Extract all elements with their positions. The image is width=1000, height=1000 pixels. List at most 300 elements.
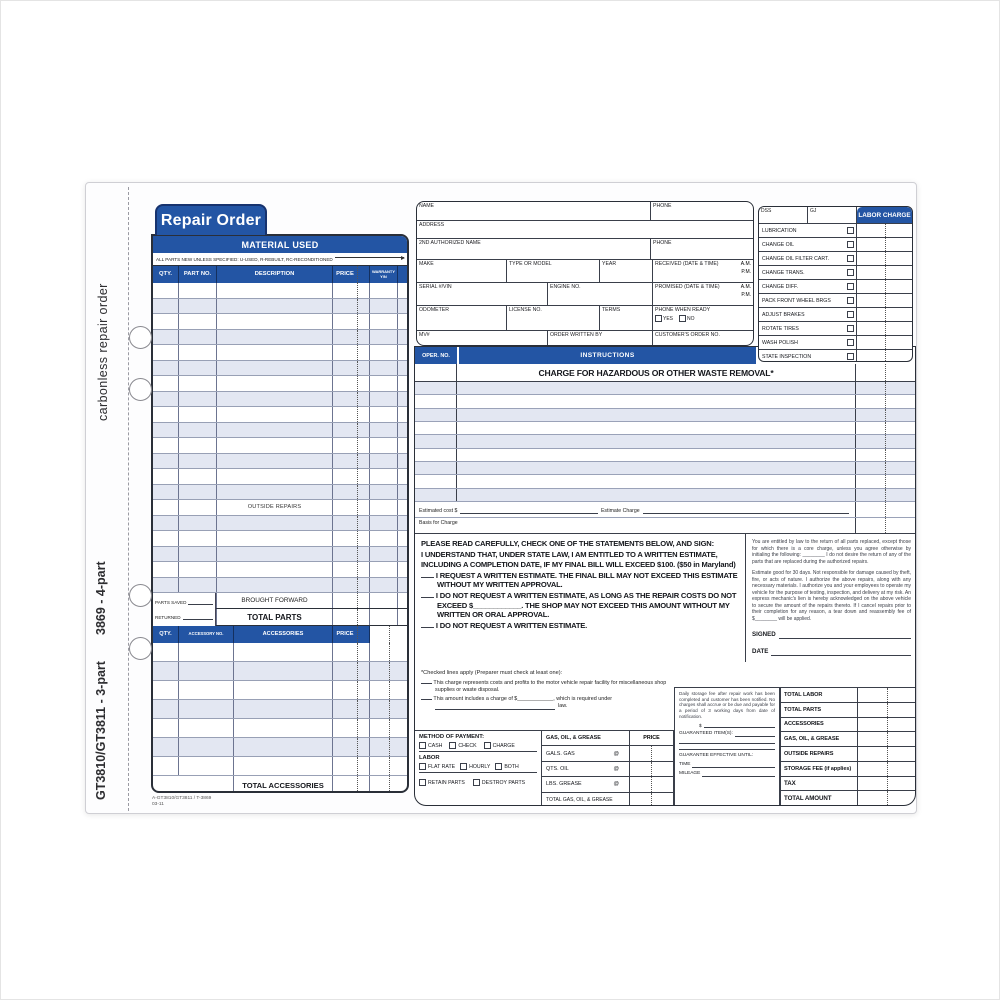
- part-no-cell[interactable]: [178, 500, 216, 515]
- no-checkbox[interactable]: [679, 315, 686, 322]
- oper-no-cell[interactable]: [415, 409, 457, 421]
- change-oil-filter-cart-checkbox[interactable]: [847, 255, 854, 262]
- labor-charge-price-cell[interactable]: [856, 294, 886, 307]
- description-cell[interactable]: [216, 547, 332, 562]
- cents-cell[interactable]: [357, 562, 369, 577]
- accessory-no-cell[interactable]: [178, 662, 233, 680]
- extra-cell[interactable]: [369, 738, 389, 756]
- description-cell[interactable]: [216, 454, 332, 469]
- gas-price-cell[interactable]: [629, 762, 651, 776]
- cents-cell[interactable]: [357, 643, 369, 661]
- wash-polish-checkbox[interactable]: [847, 339, 854, 346]
- second-name-field[interactable]: [417, 239, 650, 259]
- extra-cell[interactable]: [397, 392, 407, 407]
- gas-cents-cell[interactable]: [651, 777, 673, 791]
- extra-cell[interactable]: [397, 376, 407, 391]
- warranty-cell[interactable]: [369, 376, 397, 391]
- part-no-cell[interactable]: [178, 314, 216, 329]
- gas-cents-cell[interactable]: [651, 746, 673, 760]
- extra-cell[interactable]: [397, 361, 407, 376]
- instruction-cell[interactable]: [457, 422, 855, 434]
- gas-cents-cell[interactable]: [651, 762, 673, 776]
- warranty-cell[interactable]: [369, 314, 397, 329]
- labor-charge-price-cell[interactable]: [856, 224, 886, 237]
- labor-charge-cents-cell[interactable]: [885, 308, 912, 321]
- total-parts-price[interactable]: [332, 609, 357, 625]
- hazard-cents[interactable]: [885, 364, 915, 381]
- cents-cell[interactable]: [357, 454, 369, 469]
- phone2-field[interactable]: [650, 239, 753, 259]
- labor-charge-price-cell[interactable]: [856, 308, 886, 321]
- make-field[interactable]: [417, 260, 506, 282]
- qty-cell[interactable]: [153, 407, 178, 422]
- totals-price-cell[interactable]: [857, 703, 887, 717]
- estimate-cents[interactable]: [885, 502, 915, 517]
- extra-cell[interactable]: [397, 516, 407, 531]
- statement-2-blank[interactable]: [421, 593, 434, 599]
- extra-cell[interactable]: [397, 423, 407, 438]
- price-cell[interactable]: [332, 562, 357, 577]
- totals-cents-cell[interactable]: [887, 747, 916, 761]
- labor-charge-cents-cell[interactable]: [885, 280, 912, 293]
- instruction-cell[interactable]: [457, 489, 855, 501]
- total-accessories-price[interactable]: [332, 776, 357, 793]
- cents-cell[interactable]: [357, 531, 369, 546]
- price-cell[interactable]: [332, 469, 357, 484]
- gas-total-cents-cell[interactable]: [651, 793, 673, 806]
- cash-checkbox[interactable]: [419, 742, 426, 749]
- charge-option[interactable]: [484, 742, 515, 749]
- yes-checkbox[interactable]: [655, 315, 662, 322]
- qty-cell[interactable]: [153, 314, 178, 329]
- description-cell[interactable]: [216, 314, 332, 329]
- labor-charge-cents-cell[interactable]: [885, 294, 912, 307]
- instruction-cents-cell[interactable]: [885, 449, 915, 461]
- instruction-cell[interactable]: [457, 449, 855, 461]
- extra-cell[interactable]: [389, 757, 407, 775]
- accessory-cell[interactable]: [233, 662, 332, 680]
- statement-1-blank[interactable]: [421, 572, 434, 578]
- destroy-parts-checkbox[interactable]: [473, 779, 480, 786]
- accessory-no-cell[interactable]: [178, 738, 233, 756]
- cents-cell[interactable]: [357, 330, 369, 345]
- accessory-cell[interactable]: [233, 700, 332, 718]
- statement-1[interactable]: [421, 571, 739, 590]
- warranty-cell[interactable]: [369, 531, 397, 546]
- price-cell[interactable]: [332, 423, 357, 438]
- instruction-cents-cell[interactable]: [885, 422, 915, 434]
- warranty-cell[interactable]: [369, 283, 397, 298]
- instruction-cell[interactable]: [457, 462, 855, 474]
- part-no-cell[interactable]: [178, 283, 216, 298]
- totals-price-cell[interactable]: [857, 732, 887, 746]
- extra-cell[interactable]: [397, 485, 407, 500]
- instruction-cents-cell[interactable]: [885, 475, 915, 487]
- extra-cell[interactable]: [397, 345, 407, 360]
- qty-cell[interactable]: [153, 454, 178, 469]
- cents-cell[interactable]: [357, 516, 369, 531]
- price-cell[interactable]: [332, 700, 357, 718]
- extra-cell[interactable]: [389, 700, 407, 718]
- signed-blank[interactable]: [779, 634, 911, 639]
- price-cell[interactable]: [332, 719, 357, 737]
- part-no-cell[interactable]: [178, 454, 216, 469]
- footnote-1-blank[interactable]: [421, 680, 432, 684]
- extra-cell[interactable]: [389, 643, 407, 661]
- totals-price-cell[interactable]: [857, 688, 887, 702]
- extra-cell[interactable]: [369, 681, 389, 699]
- qty-cell[interactable]: [153, 423, 178, 438]
- qty-cell[interactable]: [153, 562, 178, 577]
- instruction-price-cell[interactable]: [855, 435, 885, 447]
- price-cell[interactable]: [332, 345, 357, 360]
- extra-cell[interactable]: [397, 531, 407, 546]
- check-option[interactable]: [449, 742, 476, 749]
- qty-cell[interactable]: [153, 438, 178, 453]
- pack-front-wheel-brgs-checkbox[interactable]: [847, 297, 854, 304]
- total-accessories-cents[interactable]: [357, 776, 369, 793]
- statement-3[interactable]: [421, 621, 739, 630]
- oper-no-cell[interactable]: [415, 435, 457, 447]
- footnote-2-blank[interactable]: [421, 696, 432, 700]
- warranty-cell[interactable]: [369, 299, 397, 314]
- cents-cell[interactable]: [357, 500, 369, 515]
- rotate-tires-checkbox[interactable]: [847, 325, 854, 332]
- flat-rate-option[interactable]: [419, 763, 455, 770]
- price-cell[interactable]: [332, 283, 357, 298]
- basis-price[interactable]: [855, 518, 885, 533]
- warranty-cell[interactable]: [369, 345, 397, 360]
- cents-cell[interactable]: [357, 314, 369, 329]
- mv-field[interactable]: [417, 331, 547, 346]
- oper-no-cell[interactable]: [415, 422, 457, 434]
- warranty-cell[interactable]: [369, 361, 397, 376]
- totals-price-cell[interactable]: [857, 777, 887, 791]
- accessory-no-cell[interactable]: [178, 757, 233, 775]
- guaranteed-items-blank2[interactable]: [679, 740, 775, 743]
- hourly-option[interactable]: [460, 763, 490, 770]
- labor-charge-cents-cell[interactable]: [885, 238, 912, 251]
- totals-cents-cell[interactable]: [887, 732, 916, 746]
- qty-cell[interactable]: [153, 681, 178, 699]
- extra-cell[interactable]: [397, 469, 407, 484]
- warranty-cell[interactable]: [369, 562, 397, 577]
- description-cell[interactable]: [216, 299, 332, 314]
- totals-price-cell[interactable]: [857, 791, 887, 805]
- returned-blank[interactable]: [183, 617, 213, 620]
- price-cell[interactable]: [332, 662, 357, 680]
- accessory-no-cell[interactable]: [178, 643, 233, 661]
- warranty-cell[interactable]: [369, 407, 397, 422]
- labor-charge-price-cell[interactable]: [856, 280, 886, 293]
- qty-cell[interactable]: [153, 531, 178, 546]
- part-no-cell[interactable]: [178, 578, 216, 593]
- accessory-cell[interactable]: [233, 643, 332, 661]
- cents-cell[interactable]: [357, 376, 369, 391]
- qty-cell[interactable]: [153, 757, 178, 775]
- totals-cents-cell[interactable]: [887, 791, 916, 805]
- extra-cell[interactable]: [397, 283, 407, 298]
- totals-cents-cell[interactable]: [887, 718, 916, 732]
- time-blank[interactable]: [692, 765, 775, 769]
- labor-charge-cents-cell[interactable]: [885, 266, 912, 279]
- oper-no-cell[interactable]: [415, 449, 457, 461]
- totals-cents-cell[interactable]: [887, 762, 916, 776]
- oper-no-cell[interactable]: [415, 462, 457, 474]
- warranty-cell[interactable]: [369, 423, 397, 438]
- parts-saved-blank[interactable]: [188, 602, 213, 605]
- both-option[interactable]: [495, 763, 518, 770]
- price-cell[interactable]: [332, 330, 357, 345]
- extra-cell[interactable]: [369, 662, 389, 680]
- extra-cell[interactable]: [397, 438, 407, 453]
- extra-cell[interactable]: [397, 500, 407, 515]
- cents-cell[interactable]: [357, 738, 369, 756]
- cents-cell[interactable]: [357, 485, 369, 500]
- year-field[interactable]: [599, 260, 652, 282]
- price-cell[interactable]: [332, 516, 357, 531]
- extra-cell[interactable]: [397, 562, 407, 577]
- cents-cell[interactable]: [357, 407, 369, 422]
- total-parts-cents[interactable]: [357, 609, 369, 625]
- price-cell[interactable]: [332, 547, 357, 562]
- qty-cell[interactable]: [153, 516, 178, 531]
- mileage-blank[interactable]: [702, 774, 775, 778]
- instruction-price-cell[interactable]: [855, 462, 885, 474]
- labor-charge-price-cell[interactable]: [856, 266, 886, 279]
- totals-cents-cell[interactable]: [887, 703, 916, 717]
- qty-cell[interactable]: [153, 392, 178, 407]
- warranty-cell[interactable]: [369, 469, 397, 484]
- instruction-price-cell[interactable]: [855, 382, 885, 394]
- description-cell[interactable]: [216, 283, 332, 298]
- description-cell[interactable]: [216, 562, 332, 577]
- total-accessories-last[interactable]: [389, 776, 407, 793]
- price-cell[interactable]: [332, 299, 357, 314]
- instruction-cell[interactable]: [457, 435, 855, 447]
- totals-price-cell[interactable]: [857, 718, 887, 732]
- qty-cell[interactable]: [153, 700, 178, 718]
- hourly-checkbox[interactable]: [460, 763, 467, 770]
- labor-charge-price-cell[interactable]: [856, 252, 886, 265]
- cents-cell[interactable]: [357, 283, 369, 298]
- cents-cell[interactable]: [357, 345, 369, 360]
- warranty-cell[interactable]: [369, 438, 397, 453]
- extra-cell[interactable]: [389, 719, 407, 737]
- price-cell[interactable]: [332, 757, 357, 775]
- part-no-cell[interactable]: [178, 469, 216, 484]
- part-no-cell[interactable]: [178, 438, 216, 453]
- instruction-price-cell[interactable]: [855, 449, 885, 461]
- totals-cents-cell[interactable]: [887, 777, 916, 791]
- instruction-cell[interactable]: [457, 475, 855, 487]
- both-checkbox[interactable]: [495, 763, 502, 770]
- extra-cell[interactable]: [389, 662, 407, 680]
- storage-fee-blank[interactable]: [704, 725, 775, 728]
- price-cell[interactable]: [332, 500, 357, 515]
- part-no-cell[interactable]: [178, 547, 216, 562]
- oper-no-cell[interactable]: [415, 395, 457, 407]
- qty-cell[interactable]: [153, 662, 178, 680]
- cents-cell[interactable]: [357, 469, 369, 484]
- part-no-cell[interactable]: [178, 407, 216, 422]
- qty-cell[interactable]: [153, 283, 178, 298]
- brought-forward-cents[interactable]: [357, 593, 369, 608]
- description-cell[interactable]: [216, 407, 332, 422]
- estimate-price[interactable]: [855, 502, 885, 517]
- instruction-cents-cell[interactable]: [885, 462, 915, 474]
- extra-cell[interactable]: [397, 454, 407, 469]
- labor-charge-price-cell[interactable]: [856, 350, 886, 362]
- accessory-cell[interactable]: [233, 738, 332, 756]
- phone-field[interactable]: [650, 202, 753, 220]
- gj-cell[interactable]: GJ: [808, 207, 857, 223]
- instruction-cell[interactable]: [457, 409, 855, 421]
- part-no-cell[interactable]: [178, 516, 216, 531]
- cents-cell[interactable]: [357, 423, 369, 438]
- hazard-price[interactable]: [855, 364, 885, 381]
- instruction-cents-cell[interactable]: [885, 409, 915, 421]
- promised-field[interactable]: [652, 283, 729, 305]
- instruction-cents-cell[interactable]: [885, 382, 915, 394]
- description-cell[interactable]: [216, 578, 332, 593]
- extra-cell[interactable]: [397, 299, 407, 314]
- part-no-cell[interactable]: [178, 485, 216, 500]
- instruction-cents-cell[interactable]: [885, 489, 915, 501]
- qty-cell[interactable]: [153, 578, 178, 593]
- name-field[interactable]: [417, 202, 650, 220]
- retain-parts-option[interactable]: [419, 779, 465, 786]
- labor-charge-price-cell[interactable]: [856, 322, 886, 335]
- hazard-oper-cell[interactable]: [415, 364, 457, 381]
- promised-ampm[interactable]: [729, 283, 753, 305]
- warranty-cell[interactable]: [369, 485, 397, 500]
- flat-rate-checkbox[interactable]: [419, 763, 426, 770]
- charge-checkbox[interactable]: [484, 742, 491, 749]
- engine-no-field[interactable]: [547, 283, 652, 305]
- change-oil-checkbox[interactable]: [847, 241, 854, 248]
- totals-price-cell[interactable]: [857, 762, 887, 776]
- description-cell[interactable]: [216, 345, 332, 360]
- price-cell[interactable]: [332, 392, 357, 407]
- check-checkbox[interactable]: [449, 742, 456, 749]
- extra-cell[interactable]: [397, 547, 407, 562]
- qty-cell[interactable]: [153, 643, 178, 661]
- basis-cents[interactable]: [885, 518, 915, 533]
- cents-cell[interactable]: [357, 719, 369, 737]
- lubrication-checkbox[interactable]: [847, 227, 854, 234]
- extra-cell[interactable]: [397, 330, 407, 345]
- statement-3-blank[interactable]: [421, 622, 434, 628]
- cash-option[interactable]: [419, 742, 442, 749]
- warranty-cell[interactable]: [369, 454, 397, 469]
- accessory-no-cell[interactable]: [178, 719, 233, 737]
- part-no-cell[interactable]: [178, 423, 216, 438]
- part-no-cell[interactable]: [178, 376, 216, 391]
- cents-cell[interactable]: [357, 438, 369, 453]
- total-accessories-x[interactable]: [369, 776, 389, 793]
- serial-vin-field[interactable]: [417, 283, 547, 305]
- part-no-cell[interactable]: [178, 531, 216, 546]
- footnote-item-1[interactable]: [421, 680, 668, 694]
- gas-price-cell[interactable]: [629, 746, 651, 760]
- gas-price-cell[interactable]: [629, 777, 651, 791]
- price-cell[interactable]: [332, 361, 357, 376]
- price-cell[interactable]: [332, 438, 357, 453]
- accessory-cell[interactable]: [233, 681, 332, 699]
- received-field[interactable]: [652, 260, 729, 282]
- date-blank[interactable]: [771, 651, 911, 656]
- price-cell[interactable]: [332, 407, 357, 422]
- cents-cell[interactable]: [357, 392, 369, 407]
- description-cell[interactable]: [216, 392, 332, 407]
- cents-cell[interactable]: [357, 662, 369, 680]
- qty-cell[interactable]: [153, 376, 178, 391]
- cents-cell[interactable]: [357, 681, 369, 699]
- extra-cell[interactable]: [369, 757, 389, 775]
- warranty-cell[interactable]: [369, 500, 397, 515]
- accessory-no-cell[interactable]: [178, 700, 233, 718]
- part-no-cell[interactable]: [178, 299, 216, 314]
- warranty-cell[interactable]: [369, 330, 397, 345]
- estimated-cost-blank[interactable]: [460, 510, 598, 514]
- price-cell[interactable]: [332, 314, 357, 329]
- description-cell[interactable]: [216, 330, 332, 345]
- description-cell[interactable]: [216, 531, 332, 546]
- change-diff-checkbox[interactable]: [847, 283, 854, 290]
- qty-cell[interactable]: [153, 719, 178, 737]
- price-cell[interactable]: [332, 376, 357, 391]
- description-cell[interactable]: [216, 516, 332, 531]
- extra-cell[interactable]: [369, 719, 389, 737]
- labor-charge-cents-cell[interactable]: [885, 336, 912, 349]
- cents-cell[interactable]: [357, 700, 369, 718]
- instruction-cell[interactable]: [457, 382, 855, 394]
- part-no-cell[interactable]: [178, 361, 216, 376]
- part-no-cell[interactable]: [178, 392, 216, 407]
- price-cell[interactable]: [332, 578, 357, 593]
- guaranteed-items-blank[interactable]: [735, 734, 775, 738]
- totals-cents-cell[interactable]: [887, 688, 916, 702]
- qty-cell[interactable]: [153, 547, 178, 562]
- gas-total-price-cell[interactable]: [629, 793, 651, 806]
- qty-cell[interactable]: [153, 469, 178, 484]
- oper-no-cell[interactable]: [415, 382, 457, 394]
- description-cell[interactable]: [216, 469, 332, 484]
- received-ampm[interactable]: [729, 260, 753, 282]
- labor-charge-price-cell[interactable]: [856, 238, 886, 251]
- instruction-price-cell[interactable]: [855, 409, 885, 421]
- cents-cell[interactable]: [357, 299, 369, 314]
- extra-cell[interactable]: [389, 738, 407, 756]
- totals-price-cell[interactable]: [857, 747, 887, 761]
- price-cell[interactable]: [332, 531, 357, 546]
- instruction-cents-cell[interactable]: [885, 435, 915, 447]
- accessory-cell[interactable]: [233, 719, 332, 737]
- model-field[interactable]: [506, 260, 599, 282]
- footnote-item-2[interactable]: [421, 696, 668, 703]
- description-cell[interactable]: [216, 485, 332, 500]
- cents-cell[interactable]: [357, 547, 369, 562]
- extra-cell[interactable]: [397, 314, 407, 329]
- instruction-price-cell[interactable]: [855, 489, 885, 501]
- adjust-brakes-checkbox[interactable]: [847, 311, 854, 318]
- qty-cell[interactable]: [153, 485, 178, 500]
- part-no-cell[interactable]: [178, 345, 216, 360]
- extra-cell[interactable]: [389, 681, 407, 699]
- instruction-price-cell[interactable]: [855, 395, 885, 407]
- part-no-cell[interactable]: [178, 330, 216, 345]
